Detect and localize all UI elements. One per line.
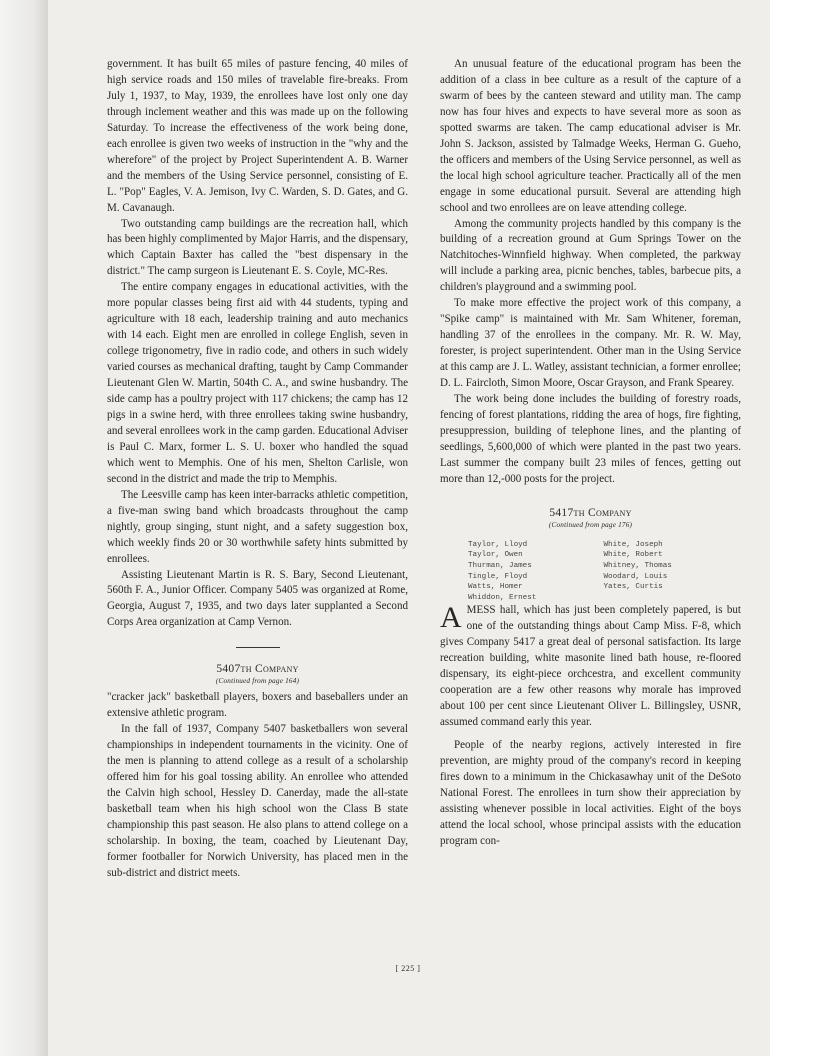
- continued-note: (Continued from page 176): [548, 520, 633, 529]
- continued-note: (Continued from page 164): [215, 677, 300, 686]
- company-word: Company: [587, 506, 632, 519]
- paragraph: Assisting Lieutenant Martin is R. S. Bary, Second Lieutenant, 560th F. A., Junior Officer. Company 5405 was organized at Rome, Georgia, August 7, 1935, and two days later supplanted a Second Corps Area organization at Camp Vernon.: [107, 568, 408, 629]
- roster-name: Whitney, Thomas: [603, 561, 672, 570]
- roster-name: Taylor, Lloyd: [468, 540, 528, 549]
- page-number: [ 225 ]: [395, 964, 421, 973]
- drop-cap: A: [440, 601, 462, 635]
- company-number: 5417: [549, 506, 574, 519]
- right-column: [440, 57, 741, 850]
- roster-name: Tingle, Floyd: [468, 572, 528, 581]
- company-number: 5407: [216, 663, 241, 676]
- paragraph: In the fall of 1937, Company 5407 basketballers won several championships in independent tournaments in the vicinity. One of the men is planning to attend college as a result of a scholarship offered him for his goal tossing ability. An enrollee who attended the Calvin high school, Hessley D. Canerday, made the all-state basketball team when his high school won the Class B state championship this past season. He also plans to attend college on a scholarship. In boxing, the team, coached by Lieutenant Day, former footballer for Norwich University, has placed men in the sub-district and district meets.: [107, 723, 408, 879]
- roster-name: Whiddon, Ernest: [468, 593, 537, 602]
- roster-name: Watts, Homer: [468, 583, 523, 592]
- scan-margin-right: [770, 0, 816, 1056]
- paragraph: To make more effective the project work of this company, a "Spike camp" is maintained with Mr. Sam Whitener, foreman, handling 37 of the enrollees in the company. Mr. R. W. May, forester, is project superintendent. Other man in the Using Service at this camp are J. L. Watley, assistant technician, a former enrollee; D. L. Faircloth, Simon Moore, Oscar Grayson, and Frank Spearey.: [440, 297, 741, 390]
- scan-margin-left: [0, 0, 48, 1056]
- paragraph: The work being done includes the building of forestry roads, fencing of forest plantations, ridding the area of hogs, fire fighting, presuppression, building of telephone lines, and the planting of seedlings, 5,600,000 of which were planted in the past two years. Last summer the company built 23 miles of fences, getting out more than 12,-000 posts for the project.: [440, 393, 741, 485]
- paragraph: Two outstanding camp buildings are the recreation hall, which has been highly complimented by Major Harris, and the dispensary, which Captain Baxter has called the "best dispensary in the district." The camp surgeon is Lieutenant E. S. Coyle, MC-Res.: [107, 217, 408, 278]
- paragraph: government. It has built 65 miles of pasture fencing, 40 miles of high service roads and 150 miles of travelable fire-breaks. From July 1, 1937, to May, 1939, the enrollees have lost only one day through inclement weather and this was made up on the following Saturday. To increase the effectiveness of the work being done, each enrollee is given two weeks of instruction in the "why and the wherefore" of the project by Project Superintendent A. B. Warner and the members of the Using Service personnel, consisting of E. L. "Pop" Eagles, V. A. Jemison, Ivy C. Warden, S. D. Gates, and G. M. Cavanaugh.: [107, 58, 408, 214]
- paragraph: People of the nearby regions, actively interested in fire prevention, are mighty proud of the company's record in keeping fires down to a minimum in the Chickasawhay unit of the DeSoto National Forest. The enrollees in turn show their appreciation by assisting whenever possible in local activities. Eight of the boys attend the local school, whose principal assists with the education program con-: [440, 738, 741, 847]
- roster-left-list: [468, 540, 596, 604]
- left-column: [107, 57, 408, 882]
- paragraph: Among the community projects handled by this company is the building of a recreation ground at Gum Springs Tower on the Natchitoches-Winnfield highway. When completed, the parkway will include a parking area, picnic benches, tables, barbecue pits, a children's playground and a swimming pool.: [440, 217, 741, 294]
- dropcap-paragraph: [440, 603, 741, 731]
- dropcap-paragraph-text: MESS hall, which has just been completely papered, is but one of the outstanding things about Camp Miss. F-8, which gives Company 5417 a great deal of personal satisfaction. Its large recreation building, white masonite lined bath house, re-floored dispensary, its eight-piece orchcestra, and excellent community cooperation are a few other reasons why morale has improved about 100 per cent since Lieutenant Oliver L. Billingsley, USNR, assumed command early this year.: [440, 604, 741, 728]
- paragraph: The entire company engages in educational activities, with the more popular classes being first aid with 44 students, typing and agriculture with 18 each, leadership training and auto mechanics with 14 each. Eight men are enrolled in college English, seven in college trigonometry, five in radio code, and others in such widely varied courses as mechanical drafting, taught by Camp Commander Lieutenant Glen W. Martin, 504th C. A., and swine husbandry. The side camp has a poultry project with 117 chickens; the camp has 12 pigs in a swine herd, with three enrollees taking swine husbandry, and several enrollees work in the camp garden. Educational Adviser is Paul C. Marx, former L. S. U. boxer who handled the squad which went to Memphis. One of his men, Shelton Carlisle, won second in the district and made the trip to Memphis.: [107, 281, 408, 485]
- paragraph: "cracker jack" basketball players, boxers and baseballers under an extensive athletic program.: [107, 691, 408, 720]
- company-suffix: th: [573, 506, 585, 519]
- roster-name: White, Robert: [603, 551, 663, 560]
- roster-name: Thurman, James: [468, 561, 532, 570]
- section-divider: [236, 647, 280, 648]
- roster-name: White, Joseph: [603, 540, 663, 549]
- paragraph: The Leesville camp has keen inter-barracks athletic competition, a five-man swing band which broadcasts throughout the camp nightly, group singing, stunt night, and a safety suggestion box, which weekly finds 20 or 30 worthwhile safety hints submitted by enrollees.: [107, 488, 408, 565]
- roster-right-list: [604, 540, 732, 604]
- section-title-5417: [440, 506, 741, 520]
- company-suffix: th: [240, 663, 252, 676]
- roster: [440, 534, 741, 604]
- section-title-5407: [107, 662, 408, 676]
- paragraph: An unusual feature of the educational program has been the addition of a class in bee culture as a result of the capture of a swarm of bees by the canteen steward and utility man. The camp now has four hives and expects to have several more as soon as spotted swarms are taken. The camp educational adviser is Mr. John S. Jackson, assisted by Talmadge Weeks, Herman G. Gueho, the officers and members of the Using Service personnel, as well as the local high school agriculture teacher. Practically all of the men engage in some educational pursuit. Several are attending high school and two enrollees are on leave attending college.: [440, 58, 741, 214]
- roster-name: Taylor, Owen: [468, 551, 523, 560]
- roster-name: Woodard, Louis: [603, 572, 668, 581]
- roster-name: Yates, Curtis: [603, 583, 663, 592]
- company-word: Company: [254, 663, 299, 676]
